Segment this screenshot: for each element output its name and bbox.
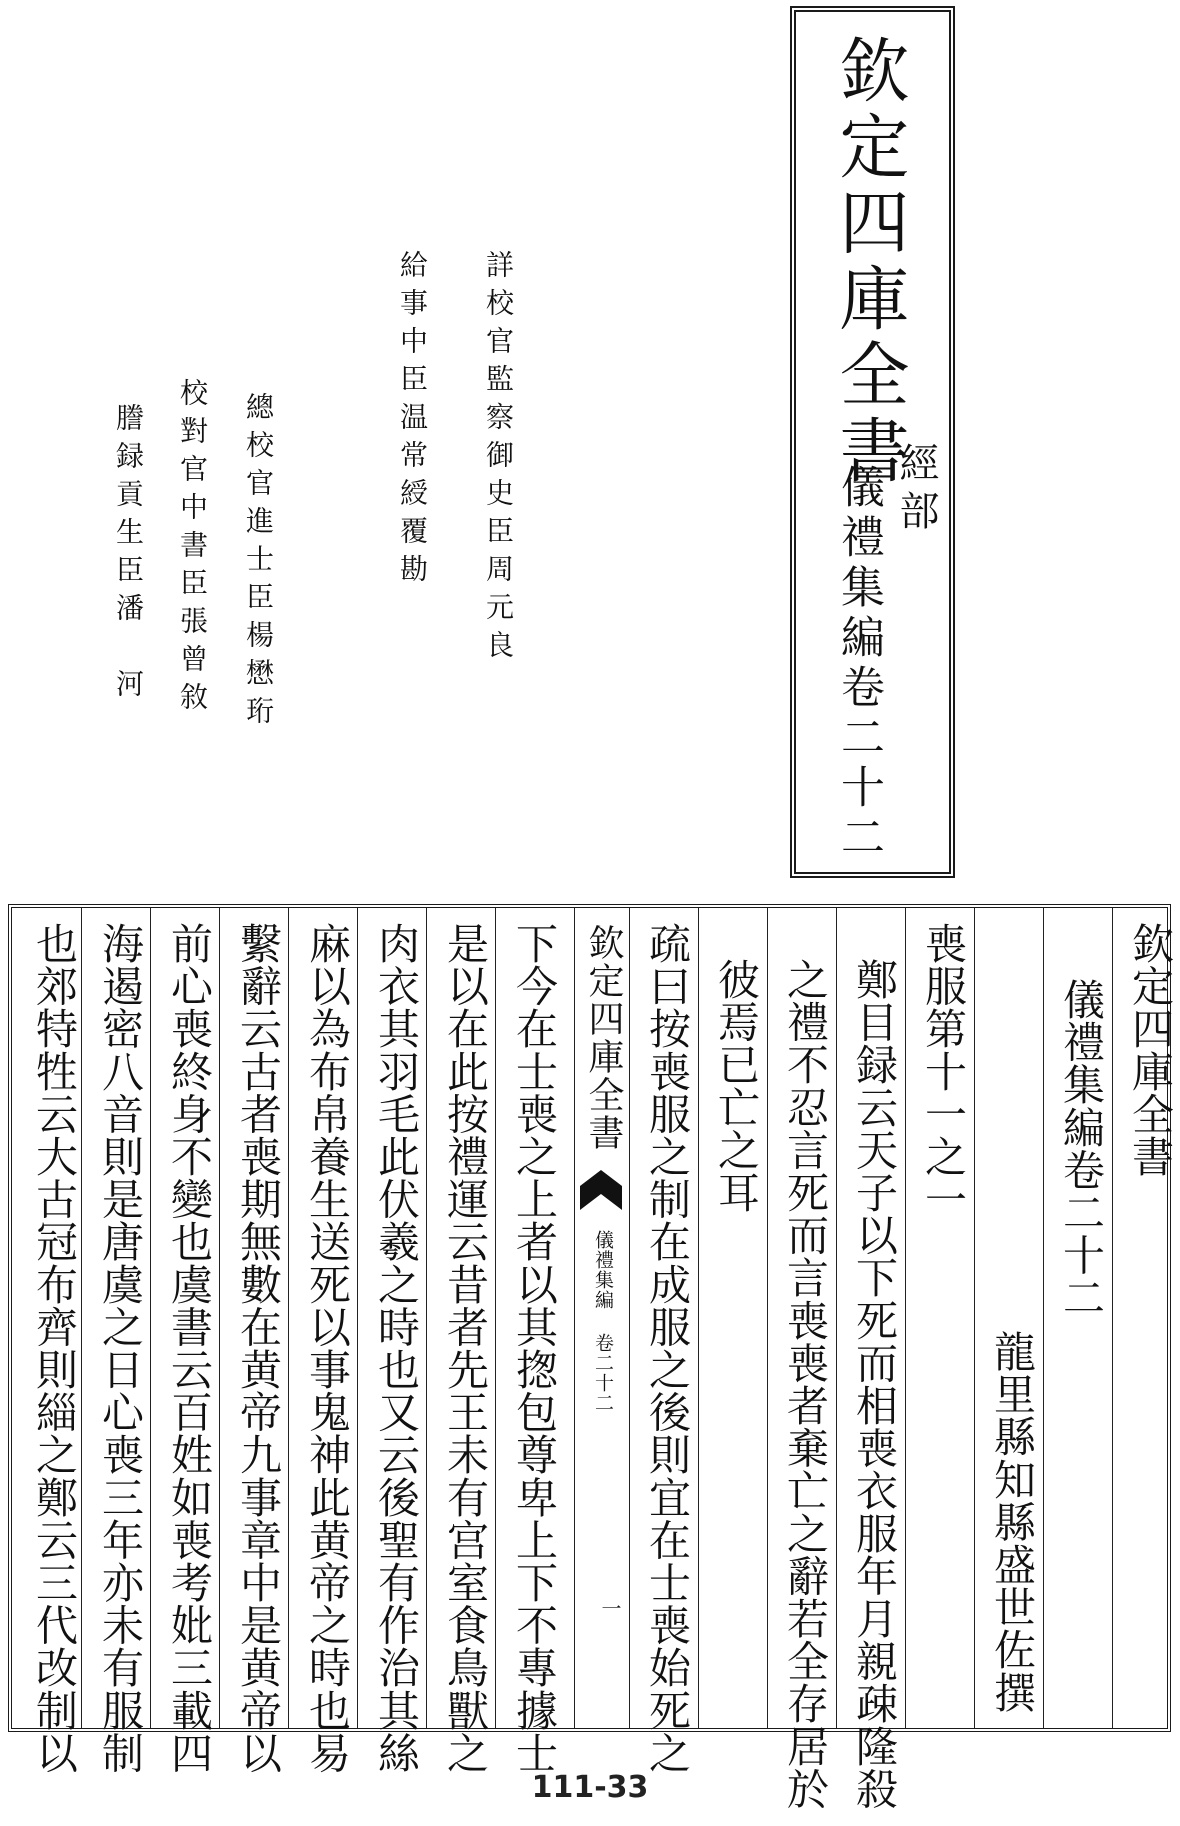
credit-line: 詳校官監察御史臣周元良 bbox=[482, 250, 515, 668]
column-rule bbox=[698, 908, 699, 1728]
fish-tail-mark bbox=[580, 1170, 622, 1210]
column-rule bbox=[219, 908, 220, 1728]
column-rule bbox=[426, 908, 427, 1728]
text-column: 儀禮集編卷二十二 bbox=[1057, 978, 1106, 1319]
column-rule bbox=[150, 908, 151, 1728]
column-rule bbox=[288, 908, 289, 1728]
text-column: 肉衣其羽毛此伏羲之時也又云後聖有作治其絲 bbox=[372, 922, 421, 1774]
column-rule bbox=[1112, 908, 1113, 1728]
text-column: 鄭目録云天子以下死而相喪衣服年月親疎隆殺 bbox=[850, 958, 899, 1810]
text-column: 彼焉已亡之耳 bbox=[712, 958, 761, 1214]
credit-line: 給事中臣温常綬覆勘 bbox=[396, 250, 429, 592]
text-column: 喪服第十一之一 bbox=[919, 922, 968, 1221]
text-column: 龍里縣知縣盛世佐撰 bbox=[988, 1330, 1037, 1714]
text-column: 下今在士喪之上者以其揔包尊卑上下不專據士 bbox=[510, 922, 559, 1774]
text-column: 前心喪終身不變也虞書云百姓如喪考妣三載四 bbox=[165, 922, 214, 1774]
volume-title: 儀禮集編卷二十二 bbox=[833, 464, 884, 864]
text-column: 海遏密八音則是唐虞之日心喪三年亦未有服制 bbox=[96, 922, 145, 1774]
fold-page-number: 一 bbox=[598, 1598, 622, 1618]
text-column: 繫辭云古者喪期無數在黄帝九事章中是黄帝以 bbox=[234, 922, 283, 1774]
credit-line: 總校官進士臣楊懋珩 bbox=[242, 392, 275, 734]
column-rule bbox=[357, 908, 358, 1728]
column-rule bbox=[1043, 908, 1044, 1728]
text-column: 欽定四庫全書 bbox=[1126, 922, 1175, 1178]
text-column: 疏曰按喪服之制在成服之後則宜在士喪始死之 bbox=[643, 922, 692, 1774]
page-number: 111-33 bbox=[531, 1770, 649, 1805]
fold-margin bbox=[574, 908, 629, 1728]
fold-subtitle: 儀禮集編 卷二十二 bbox=[592, 1230, 614, 1413]
column-rule bbox=[495, 908, 496, 1728]
fold-title: 欽定四庫全書 bbox=[583, 924, 624, 1152]
column-rule bbox=[836, 908, 837, 1728]
text-column: 之禮不忍言死而言喪喪者棄亡之辭若全存居於 bbox=[781, 958, 830, 1810]
book-title: 欽定四庫全書 bbox=[828, 34, 910, 490]
column-rule bbox=[974, 908, 975, 1728]
title-card bbox=[790, 6, 955, 878]
column-rule bbox=[905, 908, 906, 1728]
column-rule bbox=[767, 908, 768, 1728]
text-column: 是以在此按禮運云昔者先王未有宫室食鳥獸之 bbox=[441, 922, 490, 1774]
column-rule bbox=[629, 908, 630, 1728]
credit-line: 校對官中書臣張曾敘 bbox=[176, 378, 209, 720]
text-column: 也郊特牲云大古冠布齊則緇之鄭云三代改制以 bbox=[30, 922, 79, 1774]
text-column: 麻以為布帛養生送死以事鬼神此黄帝之時也易 bbox=[303, 922, 352, 1774]
credit-line: 謄録貢生臣潘 河 bbox=[112, 403, 145, 707]
category-label: 經部 bbox=[893, 442, 939, 538]
